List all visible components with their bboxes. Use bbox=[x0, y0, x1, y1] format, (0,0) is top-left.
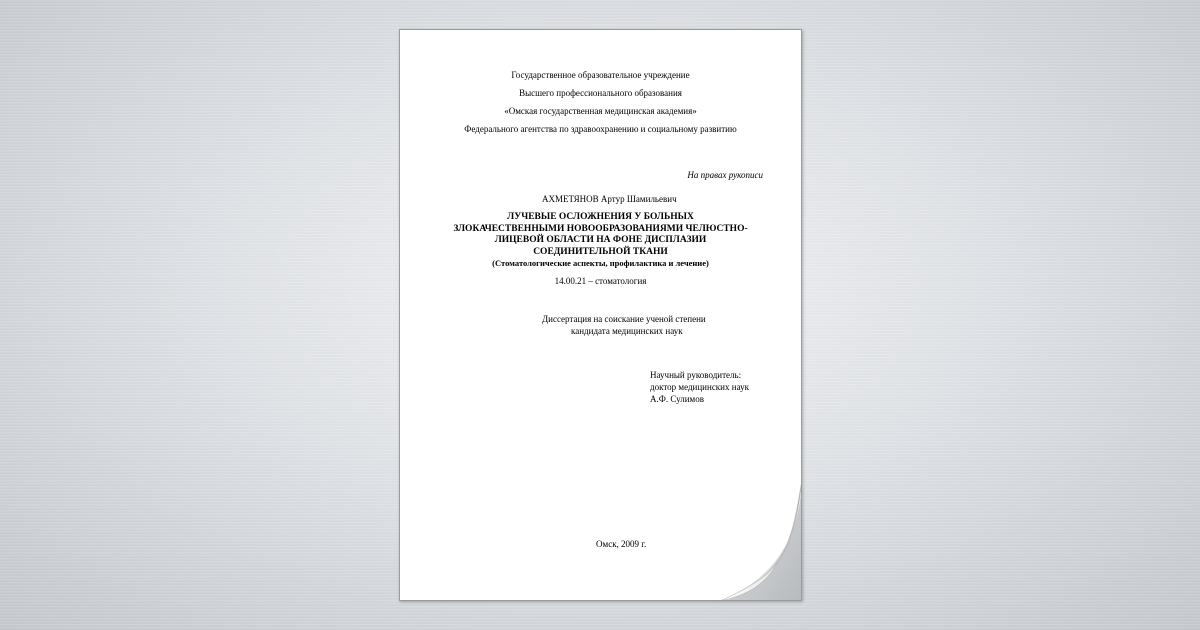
dissertation-title bbox=[400, 212, 801, 269]
header-line-2: Высшего профессионального образования bbox=[519, 88, 682, 98]
header-line-1: Государственное образовательное учреждение bbox=[511, 70, 690, 80]
manuscript-note: На правах рукописи bbox=[687, 170, 763, 180]
supervisor-name: А.Ф. Сулимов bbox=[650, 394, 704, 404]
page-curl-icon bbox=[720, 479, 802, 601]
dissertation-line-2: кандидата медицинских наук bbox=[571, 326, 683, 336]
supervisor-label: Научный руководитель: bbox=[650, 370, 742, 380]
dissertation-line-1: Диссертация на соискание ученой степени bbox=[542, 314, 706, 324]
document-page bbox=[399, 29, 802, 601]
title-line-4: СОЕДИНИТЕЛЬНОЙ ТКАНИ bbox=[533, 246, 668, 257]
header-line-4: Федерального агентства по здравоохранению и социальному развитию bbox=[464, 124, 737, 134]
specialty: 14.00.21 – стоматология bbox=[554, 276, 647, 286]
title-subtitle: (Стоматологические аспекты, профилактика и лечение) bbox=[492, 258, 709, 268]
header-line-3: «Омская государственная медицинская академия» bbox=[504, 106, 697, 116]
title-line-2: ЗЛОКАЧЕСТВЕННЫМИ НОВООБРАЗОВАНИЯМИ ЧЕЛЮСТНО- bbox=[453, 223, 748, 234]
place-year: Омск, 2009 г. bbox=[596, 539, 647, 549]
author-name: АХМЕТЯНОВ Артур Шамильевич bbox=[542, 194, 677, 204]
supervisor-degree: доктор медицинских наук bbox=[650, 382, 749, 392]
title-line-3: ЛИЦЕВОЙ ОБЛАСТИ НА ФОНЕ ДИСПЛАЗИИ bbox=[494, 235, 707, 245]
title-line-1: ЛУЧЕВЫЕ ОСЛОЖНЕНИЯ У БОЛЬНЫХ bbox=[507, 212, 694, 222]
